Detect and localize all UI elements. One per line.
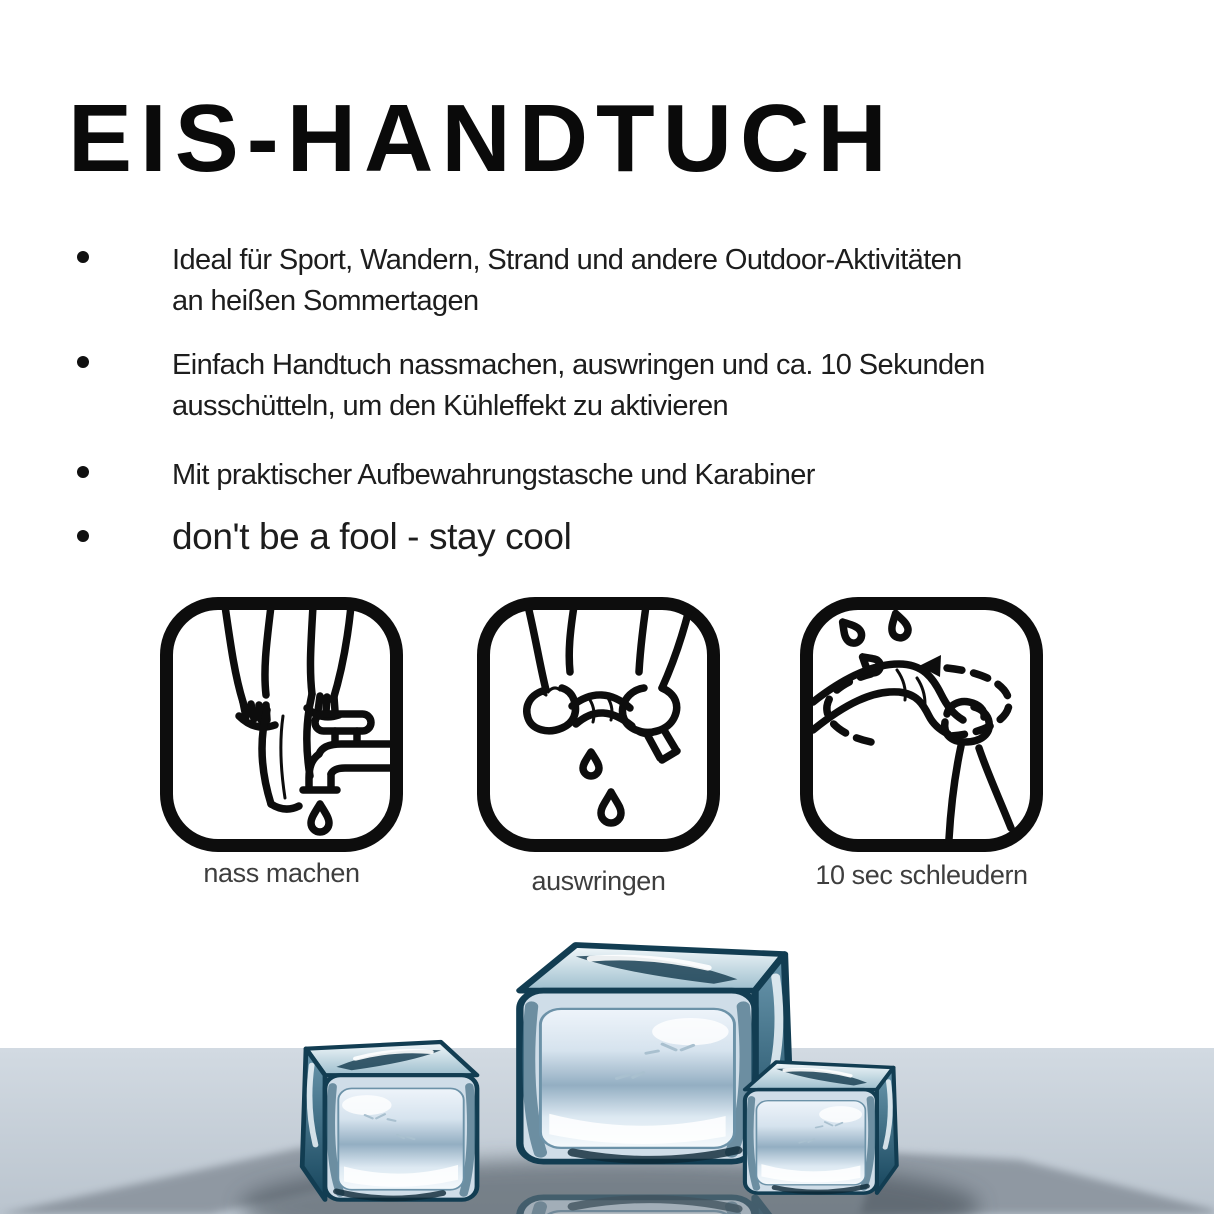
bullet-item [172, 345, 1092, 427]
step-caption-wet: nass machen [203, 858, 360, 888]
wet-towel-under-faucet-icon [173, 610, 390, 839]
step-box-wring [477, 597, 720, 852]
bullet-line: don't be a fool - stay cool [172, 516, 572, 557]
spin-towel-icon [813, 610, 1030, 839]
page-title: EIS-HANDTUCH [68, 85, 895, 192]
bullet-item [172, 455, 1092, 496]
bullet-dot [77, 251, 89, 263]
bullet-dot [77, 466, 89, 478]
bullet-dot [77, 530, 89, 542]
wring-out-towel-icon [490, 610, 707, 839]
ice-cube-right [745, 1062, 897, 1193]
step-box-spin [800, 597, 1043, 852]
ice-cube-left [302, 1042, 477, 1200]
bullet-line: Einfach Handtuch nassmachen, auswringen und ca. 10 Sekunden [172, 349, 985, 381]
bullet-item-slogan [172, 514, 1092, 560]
bullet-line: Ideal für Sport, Wandern, Strand und andere Outdoor-Aktivitäten [172, 244, 962, 276]
bullet-line: an heißen Sommertagen [172, 285, 479, 317]
step-caption-spin: 10 sec schleudern [815, 860, 1028, 890]
ice-cubes-illustration [0, 910, 1214, 1214]
bullet-line: Mit praktischer Aufbewahrungstasche und Karabiner [172, 459, 815, 491]
step-caption-wring: auswringen [531, 866, 666, 896]
step-box-wet [160, 597, 403, 852]
bullet-line: ausschütteln, um den Kühleffekt zu aktivieren [172, 390, 729, 422]
bullet-item [172, 240, 1092, 322]
bullet-dot [77, 356, 89, 368]
